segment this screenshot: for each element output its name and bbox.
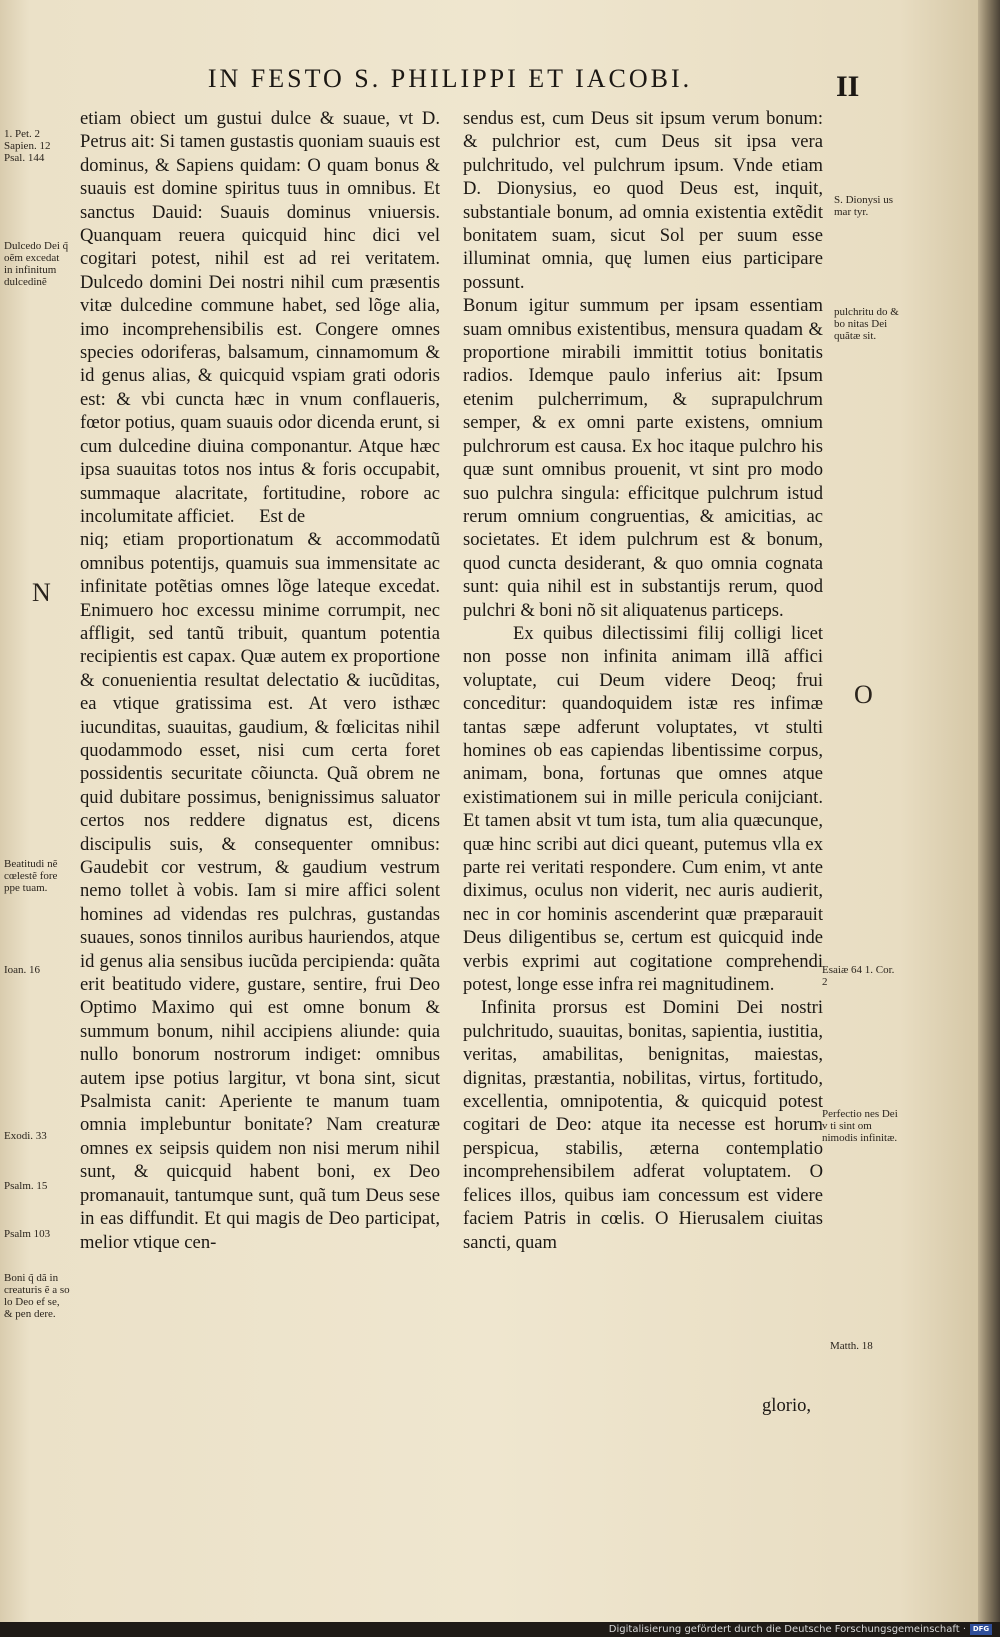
- page-edge-shadow: [978, 0, 1000, 1622]
- left-paragraph-1-text: etiam obiect um gustui dulce & suaue, vt D. Petrus ait: Si tamen gustastis quoniam suauis est dominus, & Sapiens quidam: O quam bonus & suauis est domine spiritus tuus in omnibus. Et sanctus Dauid: Suauis dominus vniuersis. Quanquam reuera quicquid hinc dici vel cogitari potest, nihil est ad rei veritatem. Dulcedo domini Dei nostri nihil cum præsentis vitæ dulcedine commune habet, sed lõge alia, imo incomprehensibilis est. Congere omnes species odoriferas, balsamum, cinnamomum & id genus alias, & quicquid vspiam grati odoris est: & vbi cuncta hæc in vnum conflaueris, fœtor potius, quam suauis odor dicenda erunt, si cum dulcedine diuina componantur. Atque hæc ipsa suauitas totos nos intus & foris occupabit, summaque alacritate, fortitudine, robore ac incolumitate afficiet.: [80, 108, 440, 527]
- margin-note-right-5: Matth. 18: [830, 1340, 873, 1352]
- margin-note-right-1: S. Dionysi us mar tyr.: [834, 194, 893, 218]
- margin-note-left-2: Dulcedo Dei q̃ oẽm excedat in infinitum dulcedinẽ: [4, 240, 69, 288]
- right-paragraph-4: Infinita prorsus est Domini Dei nostri pulchritudo, suauitas, bonitas, sapientia, iustitia, veritas, amabilitas, benignitas, maiestas, dignitas, præstantia, nobilitas, virtus, fortitudo, excellentia, omnipotentia, & quicquid potest cogitari de Deo: atque ita necesse est horum perspicua, stabilis, æterna contemplatio incomprehensibilem adferat voluptatem. O felices illos, quibus iam concessum est videre faciem Patris in cœlis. O Hierusalem ciuitas sancti, quam: [463, 997, 823, 1253]
- right-paragraph-3: Ex quibus dilectissimi filij colligi licet non posse non infinita animam illã affici voluptate, cui Deum videre Deoq; frui conceditur: quandoquidem istæ res infimæ tantas sæpe adferunt voluptates, vt stulti homines ob eas capiendas libentissime corpus, animam, bona, fortunas que omnes atque existimationem sui in mille pericula conijciant. Et tamen absit vt tum ista, tum alia quæcunque, quæ hinc scribi aut dici queant, putemus vlla ex parte rei veritati respondere. Cum enim, vt ante diximus, oculus non viderit, nec auris audierit, nec in cor hominis ascenderint quæ præparauit Deus diligentibus se, certum est quicquid inde verbis exprimi aut cogitatione comprehendi potest, longe esse infra rei magnitudinem.: [463, 622, 823, 996]
- dfg-logo-icon: DFG: [970, 1624, 992, 1635]
- footer-credit: Digitalisierung gefördert durch die Deutsche Forschungsgemeinschaft ·: [608, 1624, 966, 1635]
- margin-note-right-2: pulchritu do & bo nitas Dei quãtæ sit.: [834, 306, 899, 342]
- right-paragraph-2: Bonum igitur summum per ipsam essentiam suam omnibus existentibus, mensura quadam & proportione mirabili immittit totius bonitatis radios. Idemque paulo inferius ait: Ipsum etenim pulcherrimum, & suprapulchrum semper, & ex omni parte existens, omnium pulchrorum est causa. Ex hoc itaque pulchro his quæ sunt omnibus prouenit, vt sint pro modo suo pulchra singula: efficitque pulchrum istud rerum omnium congruentias, & amicitias, ac societates. Et idem pulchrum est & bonum, quod cuncta desiderant, & quo omnia cognata sunt: quia nihil est in substantijs rerum, quod pulchri & boni nõ sit aliquatenus particeps.: [463, 295, 823, 621]
- left-paragraph-1: [80, 107, 440, 528]
- margin-note-left-6: Psalm. 15: [4, 1180, 48, 1192]
- catchword: glorio,: [762, 1395, 812, 1416]
- margin-note-right-3: Esaiæ 64 1. Cor. 2: [822, 964, 895, 988]
- margin-note-left-1: 1. Pet. 2 Sapien. 12 Psal. 144: [4, 128, 51, 164]
- running-title: IN FESTO S. PHILIPPI ET IACOBI.: [207, 64, 693, 93]
- left-paragraph-1-tail: Est de: [259, 505, 306, 527]
- right-paragraph-1: sendus est, cum Deus sit ipsum verum bonum: & pulchrior est, cum Deus sit ipsa vera pulchritudo, vel pulchrum ipsum. Vnde etiam D. Dionysius, eo quod Deus est, inquit, substantiale bonum, ad omnia existentia extẽdit bonitatem suam, sicut Sol per suum esse illuminat omnia, quę lumen eius participare possunt.: [463, 108, 823, 293]
- margin-note-left-4: Ioan. 16: [4, 964, 41, 976]
- drop-initial-N: N: [32, 578, 51, 607]
- margin-note-right-4: Perfectio nes Dei v ti sint om nimodis infinitæ.: [822, 1108, 898, 1144]
- right-text-column: [463, 107, 823, 1254]
- drop-initial-O: O: [854, 680, 873, 709]
- page-number: II: [836, 70, 860, 103]
- left-paragraph-2: niq; etiam proportionatum & accommodatũ omnibus potentijs, quamuis sua immensitate ac infinitate potẽtias omnes lõge lateque excedat. Enimuero hoc excessu minime corrumpit, nec affligit, sed tantũ tribuit, quantum potentia recipientis est capax. Quæ autem ex proportione & conuenientia resultat delectatio & iucũditas, ea vtique gratissima est. At vero isthæc iucunditas, suauitas, gaudium, & fœlicitas nihil quodammodo esset, nisi cum certa foret possidentis securitate cõiuncta. Quã obrem ne quid dubitare possimus, benignissimus saluator certos nos reddere dignatus est, dicens discipulis suis, & consequenter omnibus: Gaudebit cor vestrum, & gaudium vestrum nemo tollet à vobis. Iam si mire affici solent homines ad videndas res pulchras, gustandas suaues, sonos tinnilos auribus hauriendos, atque id genus alia sensibus iucũda percipienda: quãta erit beatitudo videre, gustare, sentire, frui Deo Optimo Maximo qui est omne bonum & summum bonum, nihil accipiens aliunde: quia nullo bonorum nostrorum indiget: omnibus autem ipse potius largitur, vt bona sint, sicut Psalmista canit: Aperiente te manum tuam omnia implebuntur bonitate? Nam creaturæ omnes ex seipsis quidem non nisi merum nihil sunt, & quicquid habent boni, ex Deo promanauit, tantumque sunt, quã tum Deus sese in eas diffundit. Et qui magis de Deo participat, melior vtique cen-: [80, 529, 440, 1253]
- margin-note-left-7: Psalm 103: [4, 1228, 51, 1240]
- margin-note-left-8: Boni q̃ dã in creaturis ẽ a so lo Deo ef se, & pen dere.: [4, 1272, 70, 1320]
- margin-note-left-3: Beatitudi nẽ cœlestẽ fore ppe tuam.: [4, 858, 58, 894]
- left-text-column: [80, 107, 440, 1254]
- margin-note-left-5: Exodi. 33: [4, 1130, 47, 1142]
